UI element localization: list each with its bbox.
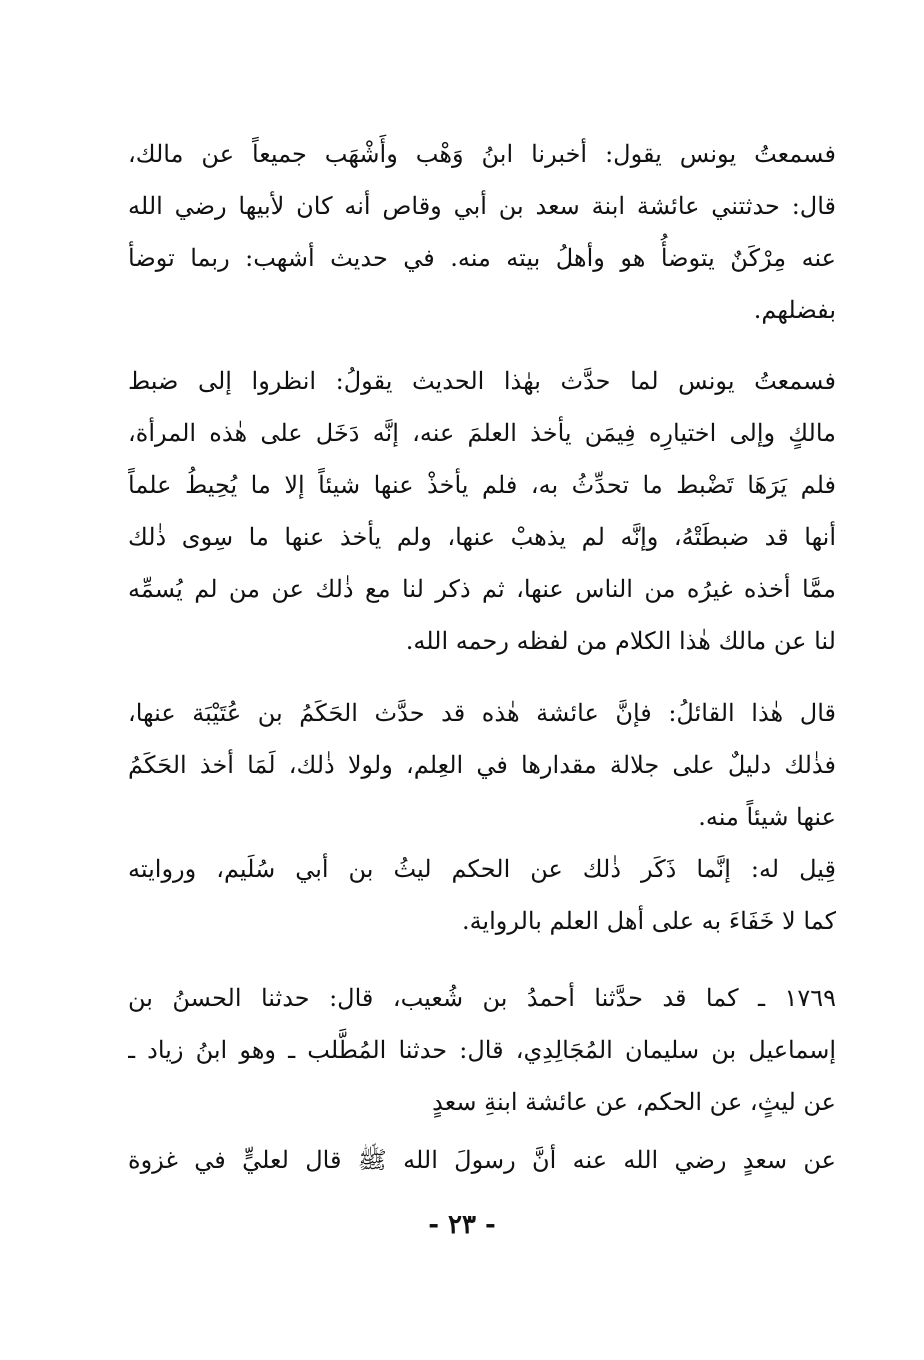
text-line: عنه مِرْكَنٌ يتوضأُ هو وأهلُ بيته منه. في حديث أشهب: ربما توضأ — [128, 244, 836, 272]
text-line: قال: حدثتني عائشة ابنة سعد بن أبي وقاص أنه كان لأبيها رضي الله — [128, 192, 836, 220]
text-line: إسماعيل بن سليمان المُجَالِدِي، قال: حدثنا المُطَّلب ـ وهو ابنُ زياد ـ — [128, 1036, 836, 1064]
paragraph-6 — [128, 1134, 836, 1186]
text-line: لنا عن مالك هٰذا الكلام من لفظه رحمه الله. — [405, 627, 836, 655]
text-line: ممَّا أخذه غيرُه من الناس عنها، ثم ذكر لنا مع ذٰلك عن من لم يُسمِّه — [128, 575, 836, 603]
text-line: قِيل له: إنَّما ذَكَر ذٰلك عن الحكم ليثُ بن أبي سُلَيم، وروايته — [128, 855, 836, 883]
text-line: مالكٍ وإلى اختيارِه فِيمَن يأخذ العلمَ عنه، إنَّه دَخَل على هٰذه المرأة، — [128, 419, 836, 447]
text-line: فذٰلك دليلٌ على جلالة مقدارها في العِلم، ولولا ذٰلك، لَمَا أخذ الحَكَمُ — [128, 751, 836, 779]
paragraph-4 — [128, 843, 836, 947]
paragraph-5 — [128, 972, 836, 1128]
paragraph-3 — [128, 687, 836, 843]
text-line: فلم يَرَهَا تَضْبط ما تحدِّثُ به، فلم يأخذْ عنها شيئاً إلا ما يُحِيطُ علماً — [128, 471, 836, 499]
page-number: - ٢٣ - — [428, 1210, 496, 1240]
text-line: فسمعتُ يونس يقول: أخبرنا ابنُ وَهْب وأَشْهَب جميعاً عن مالك، — [128, 140, 836, 168]
text-line: عن سعدٍ رضي الله عنه أنَّ رسولَ الله ﷺ قال لعليٍّ في غزوة — [128, 1146, 836, 1174]
text-line: أنها قد ضبطَتْهُ، وإنَّه لم يذهبْ عنها، ولم يأخذ عنها ما سِوى ذٰلك — [128, 523, 836, 551]
text-line: عنها شيئاً منه. — [698, 803, 836, 831]
paragraph-2 — [128, 355, 836, 667]
text-line: ١٧٦٩ ـ كما قد حدَّثنا أحمدُ بن شُعيب، قال: حدثنا الحسنُ بن — [128, 984, 836, 1012]
paragraph-1 — [128, 128, 836, 336]
text-line: عن ليثٍ، عن الحكم، عن عائشة ابنةِ سعدٍ — [432, 1088, 836, 1116]
text-line: كما لا خَفَاءَ به على أهل العلم بالرواية. — [461, 907, 836, 935]
text-line: فسمعتُ يونس لما حدَّث بهٰذا الحديث يقولُ: انظروا إلى ضبط — [128, 367, 836, 395]
text-line: بفضلهم. — [753, 296, 836, 324]
text-line: قال هٰذا القائلُ: فإنَّ عائشة هٰذه قد حدَّث الحَكَمُ بن عُتَيْبَة عنها، — [128, 699, 836, 727]
